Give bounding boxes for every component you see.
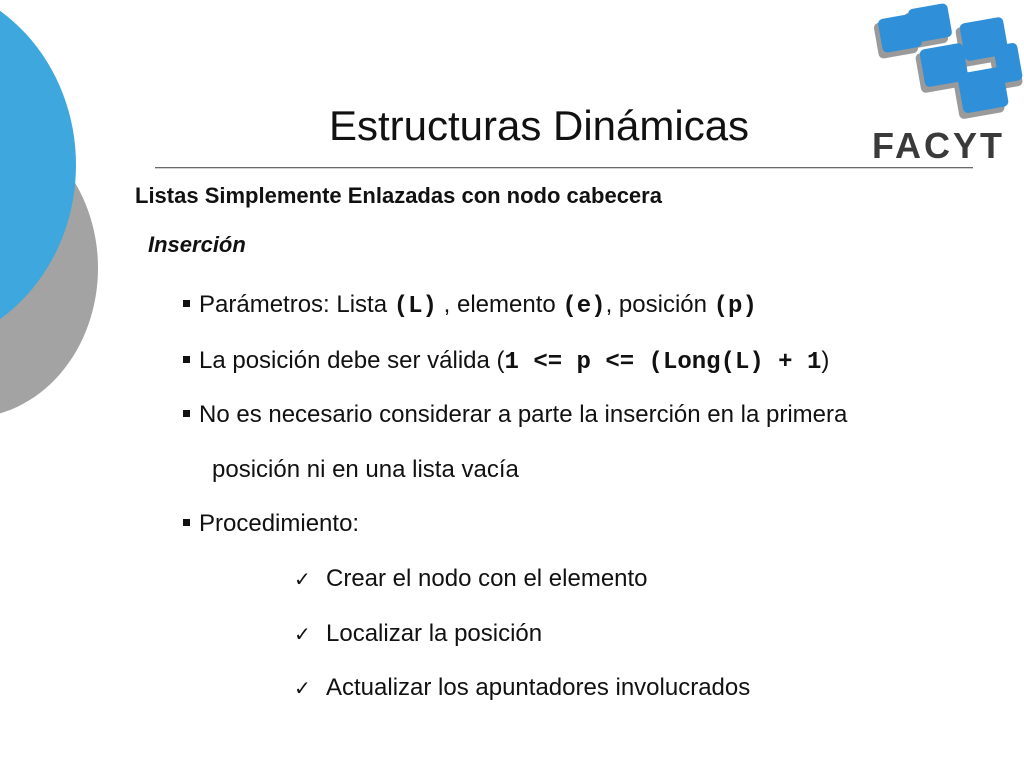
title-divider [155, 167, 973, 169]
params-text-2: , elemento [436, 291, 563, 318]
slide-title: Estructuras Dinámicas [328, 102, 750, 149]
bullet-note-continuation [212, 456, 519, 485]
logo-graphic [860, 0, 1024, 130]
step-text: Crear el nodo con el elemento [326, 565, 648, 592]
params-text-3: , posición [605, 291, 714, 318]
bullet-note [183, 401, 847, 430]
logo-wordmark: FACYT [872, 125, 1006, 166]
checkmark-icon: ✓ [294, 567, 311, 591]
params-code-element: (e) [562, 293, 606, 320]
procedure-label: Procedimiento: [199, 510, 360, 537]
valid-text-2: ) [821, 347, 830, 374]
bullet-square-icon [183, 356, 190, 363]
bullet-procedure [183, 510, 359, 539]
checkmark-icon: ✓ [294, 676, 311, 700]
bullet-valid-position [183, 347, 829, 378]
step-text: Actualizar los apuntadores involucrados [326, 674, 751, 701]
params-code-list: (L) [393, 293, 437, 320]
procedure-step [294, 674, 750, 703]
procedure-step [294, 620, 542, 649]
slide-subtitle: Listas Simplemente Enlazadas con nodo cabecera [135, 183, 662, 208]
bullet-square-icon [183, 519, 190, 526]
params-text-1: Parámetros: Lista [199, 291, 394, 318]
bullet-square-icon [183, 410, 190, 417]
section-heading: Inserción [148, 232, 246, 257]
facyt-logo [860, 0, 1024, 172]
valid-code-range: 1 <= p <= (Long(L) + 1 [504, 349, 822, 376]
step-text: Localizar la posición [326, 620, 543, 647]
params-code-position: (p) [713, 293, 757, 320]
checkmark-icon: ✓ [294, 622, 311, 646]
bullet-square-icon [183, 300, 190, 307]
procedure-step [294, 565, 648, 594]
valid-text-1: La posición debe ser válida ( [199, 347, 505, 374]
note-line-1: No es necesario considerar a parte la inserción en la primera [199, 401, 848, 428]
note-line-2: posición ni en una lista vacía [212, 456, 519, 483]
bullet-parameters [183, 291, 757, 322]
